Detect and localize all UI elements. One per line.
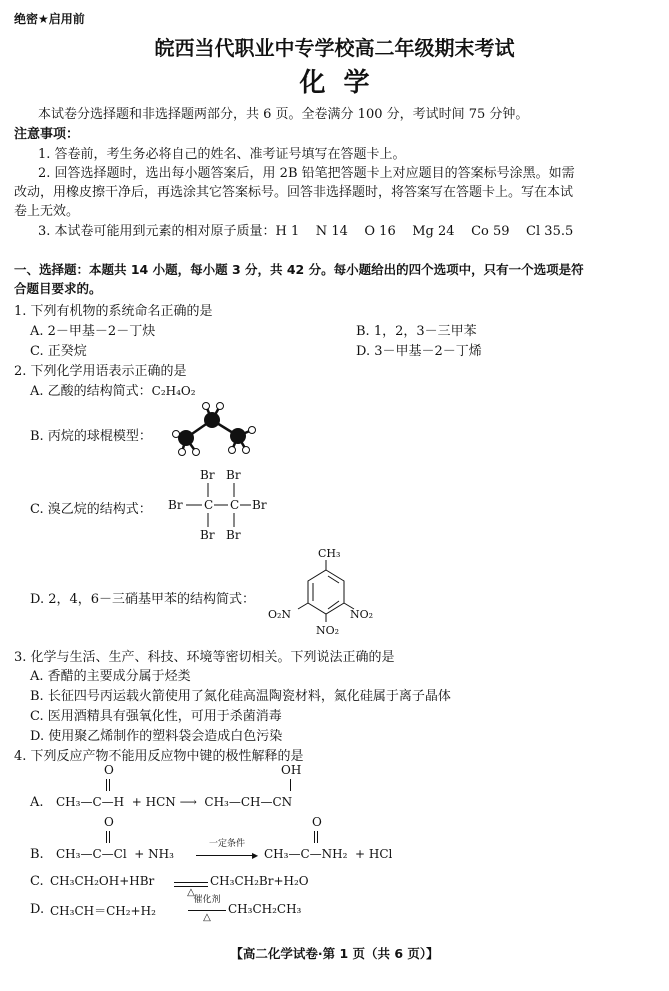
q4-d-label: D.: [30, 902, 45, 917]
q4-c-products: CH₃CH₂Br+H₂O: [210, 874, 309, 888]
q4-b-products: CH₃—C—NH₂ + HCl: [264, 847, 393, 861]
reaction-arrow: [188, 910, 226, 911]
bromoethane-structure-formula: [166, 464, 276, 544]
q2-option-b-label: B. 丙烷的球棍模型：: [30, 429, 152, 444]
q4-c-reactants: CH₃CH₂OH+HBr: [50, 874, 155, 888]
carbon-atom: [204, 412, 220, 428]
q3-option-a: A. 香醋的主要成分属于烃类: [30, 669, 191, 684]
propane-ball-stick-model: [168, 398, 264, 458]
q1-option-a: A. 2－甲基－2－丁炔: [30, 324, 156, 339]
q3-option-c: C. 医用酒精具有强氧化性，可用于杀菌消毒: [30, 709, 282, 724]
group-o2n: O₂N: [268, 608, 292, 621]
q4-b-oxygen-product: O: [312, 815, 322, 829]
reaction-arrow: [196, 855, 256, 856]
tnt-structure: [266, 546, 378, 640]
hydrogen-atom: [173, 431, 180, 438]
q4-d-catalyst: 催化剂: [193, 895, 221, 905]
q4-d-heat: △: [203, 912, 211, 923]
carbon-atom: [178, 430, 194, 446]
q4-d-products: CH₃CH₂CH₃: [228, 902, 302, 916]
atom-c: C: [230, 498, 240, 512]
hydrogen-atom: [229, 447, 236, 454]
group-no2: NO₂: [350, 608, 374, 621]
q2-option-d-label: D. 2，4，6－三硝基甲苯的结构简式：: [30, 592, 256, 607]
q2-stem: 2. 下列化学用语表示正确的是: [14, 364, 187, 379]
atom-br: Br: [200, 528, 215, 542]
q4-b-reactants: CH₃—C—Cl + NH₃: [56, 847, 174, 861]
q3-option-b: B. 长征四号丙运载火箭使用了氮化硅高温陶瓷材料，氮化硅属于离子晶体: [30, 689, 451, 704]
q4-c-heat: △: [187, 887, 195, 898]
atom-br: Br: [168, 498, 183, 512]
atom-br: Br: [200, 468, 215, 482]
q2-a-label: A. 乙酸的结构简式：: [30, 384, 152, 399]
hydrogen-atom: [217, 403, 224, 410]
q4-a-oxygen: O: [104, 763, 114, 777]
q4-d-reactants: CH₃CH＝CH₂+H₂: [50, 904, 156, 918]
q4-b-oxygen: O: [104, 815, 114, 829]
carbon-atom: [230, 428, 246, 444]
group-no2: NO₂: [316, 624, 340, 637]
double-bond: [109, 779, 110, 791]
double-bond: [106, 831, 107, 843]
q4-a-hydroxyl: OH: [281, 763, 302, 777]
q4-a-equation: CH₃—C—H + HCN ⟶ CH₃—CH—CN: [56, 795, 293, 809]
hydrogen-atom: [249, 427, 256, 434]
group-ch3: CH₃: [318, 547, 341, 560]
note-3: 3. 本试卷可能用到元素的相对原子质量：H 1 N 14 O 16 Mg 24 Co 59 Cl 35.5: [38, 224, 574, 239]
intro-text: 本试卷分选择题和非选择题两部分，共 6 页。全卷满分 100 分，考试时间 75 分钟。: [38, 107, 529, 122]
q3-stem: 3. 化学与生活、生产、科技、环境等密切相关。下列说法正确的是: [14, 650, 395, 665]
section-heading-a: 一、选择题：本题共 14 小题，每小题 3 分，共 42 分。每小题给出的四个选项中，只有一个选项是符: [14, 262, 584, 277]
reaction-arrow: [174, 882, 208, 883]
hydrogen-atom: [243, 447, 250, 454]
q4-b-condition: 一定条件: [208, 839, 245, 849]
hydrogen-atom: [193, 449, 200, 456]
note-2a: 2. 回答选择题时，选出每小题答案后，用 2B 铅笔把答题卡上对应题目的答案标号涂黑。如需: [38, 166, 575, 181]
note-2b: 改动，用橡皮擦干净后，再选涂其它答案标号。回答非选择题时，将答案写在答题卡上。写在本试: [14, 185, 574, 200]
secret-label: 绝密★启用前: [14, 12, 85, 26]
q1-stem: 1. 下列有机物的系统命名正确的是: [14, 304, 213, 319]
double-bond: [314, 831, 315, 843]
notes-title: 注意事项：: [14, 127, 80, 142]
q4-c-label: C.: [30, 874, 44, 889]
q4-stem: 4. 下列反应产物不能用反应物中键的极性解释的是: [14, 749, 304, 764]
exam-title: 皖西当代职业中专学校高二年级期末考试: [154, 36, 515, 60]
page-footer: 【高二化学试卷·第 1 页（共 6 页）】: [230, 946, 439, 961]
note-2c: 卷上无效。: [14, 204, 80, 219]
single-bond: [290, 779, 291, 791]
q1-option-d: D. 3－甲基－2－丁烯: [356, 344, 482, 359]
double-bond: [109, 831, 110, 843]
q4-b-label: B.: [30, 847, 44, 862]
atom-c: C: [204, 498, 214, 512]
q2-option-c-label: C. 溴乙烷的结构式：: [30, 502, 152, 517]
double-bond: [317, 831, 318, 843]
hydrogen-atom: [179, 449, 186, 456]
q1-option-b: B. 1，2，3－三甲苯: [356, 324, 477, 339]
q4-a-label: A.: [30, 795, 44, 810]
atom-br: Br: [226, 528, 241, 542]
note-1: 1. 答卷前，考生务必将自己的姓名、准考证号填写在答题卡上。: [38, 147, 406, 162]
subject-title: 化 学: [299, 68, 370, 98]
q3-option-d: D. 使用聚乙烯制作的塑料袋会造成白色污染: [30, 729, 283, 744]
atom-br: Br: [226, 468, 241, 482]
atom-br: Br: [252, 498, 267, 512]
arrow-head-icon: ▶: [252, 851, 259, 860]
q1-option-c: C. 正癸烷: [30, 344, 87, 359]
hydrogen-atom: [203, 403, 210, 410]
double-bond: [106, 779, 107, 791]
q2-option-a: [30, 380, 196, 399]
section-heading-b: 合题目要求的。: [14, 281, 102, 296]
q2-a-formula: C₂H₄O₂: [151, 384, 196, 398]
